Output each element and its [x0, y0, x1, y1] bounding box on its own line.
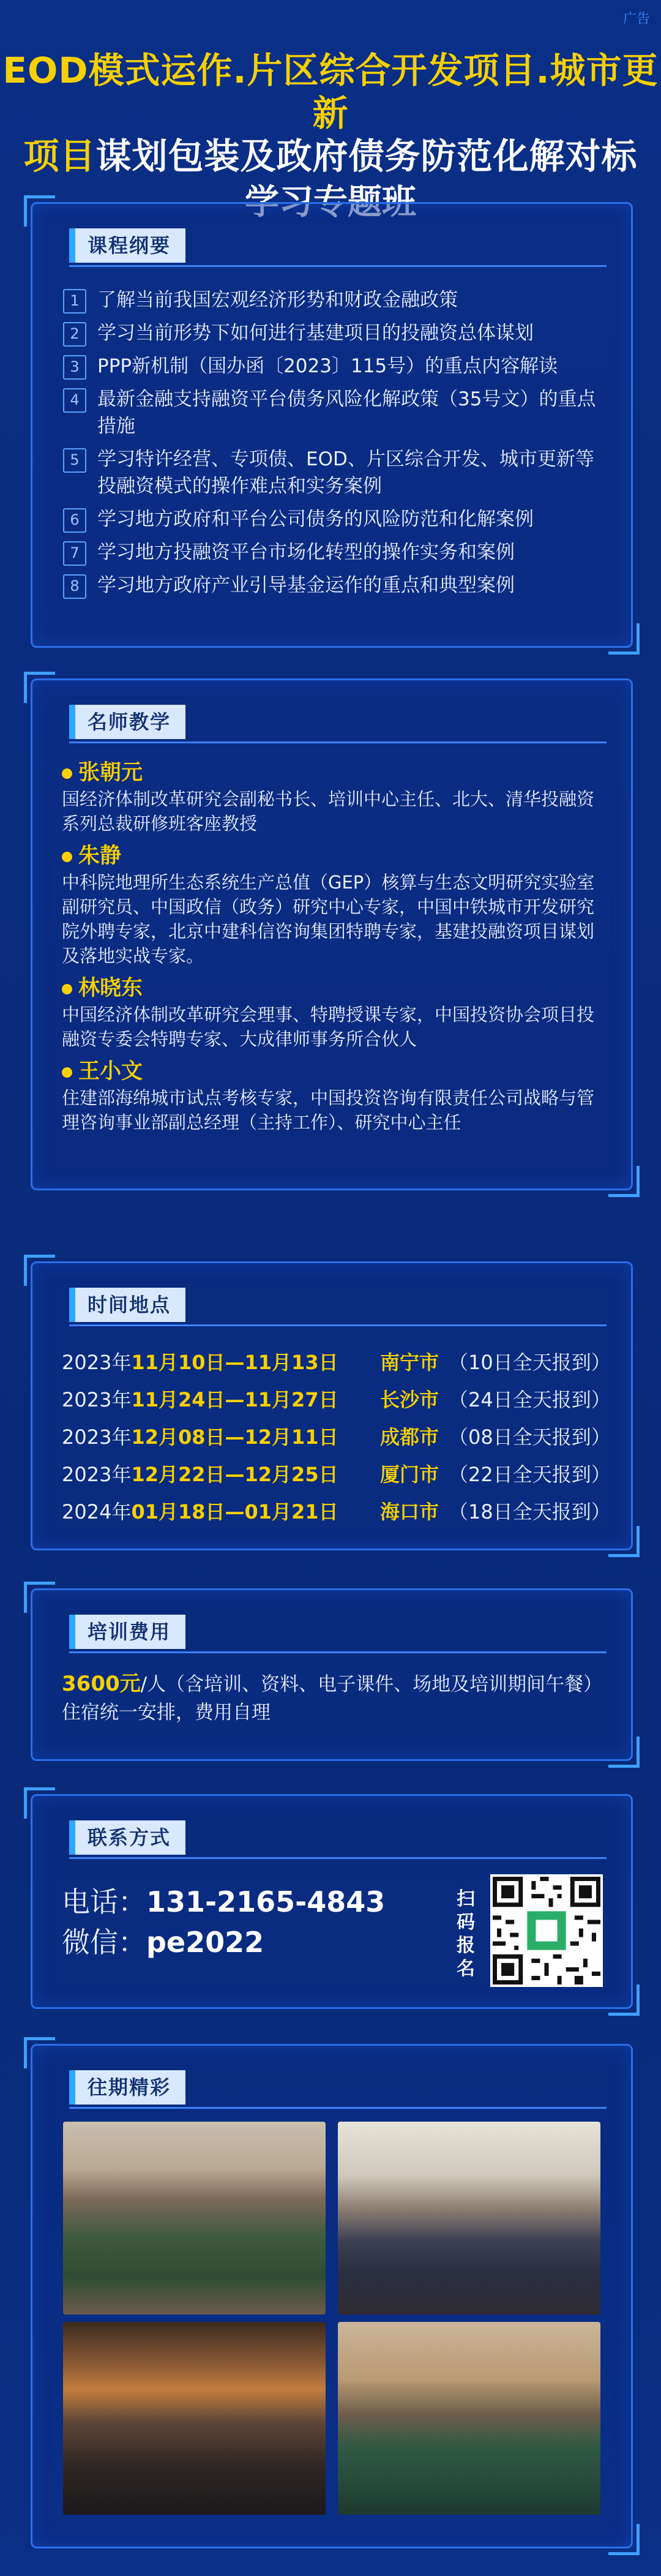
schedule-row	[62, 1381, 611, 1419]
item-number-badge: 6	[63, 508, 86, 533]
title-rest: 谋划包装及政府债务防范化解对标	[95, 135, 638, 177]
syllabus-item	[63, 506, 607, 533]
schedule-note: （24日全天报到）	[449, 1388, 611, 1411]
divider	[69, 1857, 607, 1859]
item-number-badge: 2	[63, 322, 86, 347]
teacher-description: 住建部海绵城市试点考核专家，中国投资咨询有限责任公司战略与管理咨询事业部副总经理（主持工作）、研究中心主任	[62, 1087, 595, 1133]
fee-description: /人（含培训、资料、电子课件、场地及培训期间午餐）住宿统一安排，费用自理	[62, 1673, 603, 1724]
teachers-list	[62, 753, 607, 1135]
schedule-year: 2023年	[62, 1463, 132, 1486]
schedule-note: （22日全天报到）	[449, 1463, 611, 1486]
gallery-card	[31, 2044, 633, 2548]
fee-amount: 3600元	[62, 1672, 141, 1696]
teacher-description: 中国经济体制改革研究会理事、特聘授课专家，中国投资协会项目投融资专委会特聘专家、大成律师事务所合伙人	[62, 1004, 595, 1050]
divider	[69, 742, 607, 743]
syllabus-item-text: PPP新机制（国办函〔2023〕115号）的重点内容解读	[97, 355, 558, 377]
schedule-city: 成都市	[380, 1425, 439, 1449]
teacher-name-text: 张朝元	[78, 760, 143, 785]
bullet-dot-icon	[62, 768, 72, 779]
schedule-date	[62, 1381, 380, 1419]
schedule-range: 11月10日—11月13日	[131, 1351, 338, 1374]
title-line-3: 学习专题班	[245, 182, 416, 222]
teacher-name-text: 王小文	[78, 1059, 143, 1084]
syllabus-item-text: 最新金融支持融资平台债务风险化解政策（35号文）的重点措施	[97, 388, 596, 437]
item-number-badge: 4	[63, 388, 86, 413]
teacher-description: 中科院地理所生态系统生产总值（GEP）核算与生态文明研究实验室副研究员、中国政信（政务）研究中心专家，中国中铁城市开发研究院外聘专家，北京中建科信咨询集团特聘专家，基建投融资项目谋划及落地实战专家。	[62, 872, 595, 966]
qr-code-graphic	[493, 1877, 600, 1985]
schedule-range: 01月18日—01月21日	[131, 1500, 338, 1523]
syllabus-item	[63, 353, 607, 380]
item-number-badge: 3	[63, 355, 86, 380]
teacher-name-text: 朱静	[78, 844, 122, 868]
schedule-year: 2023年	[62, 1425, 132, 1449]
schedule-city: 厦门市	[380, 1463, 439, 1486]
wechat-id[interactable]: pe2022	[146, 1926, 264, 1959]
photo-grid	[63, 2122, 600, 2515]
teacher-description: 国经济体制改革研究会副秘书长、培训中心主任、北大、清华投融资系列总裁研修班客座教授	[62, 789, 595, 834]
syllabus-item	[63, 446, 607, 500]
teachers-card	[31, 678, 633, 1190]
teacher-name	[62, 974, 607, 1002]
teacher-name	[62, 1057, 607, 1086]
schedule-row	[62, 1344, 611, 1381]
contact-title: 联系方式	[69, 1820, 185, 1855]
wechat-label: 微信：	[62, 1926, 146, 1959]
gallery-title: 往期精彩	[69, 2070, 185, 2105]
fee-card	[31, 1588, 633, 1761]
item-number-badge: 1	[63, 289, 86, 314]
title-line-1: EOD模式运作.片区综合开发项目.城市更新	[2, 50, 659, 134]
item-number-badge: 7	[63, 541, 86, 566]
syllabus-item-text: 学习地方政府产业引导基金运作的重点和典型案例	[97, 574, 515, 596]
wechat-row	[62, 1922, 385, 1962]
schedule-date	[62, 1419, 380, 1456]
schedule-year: 2023年	[62, 1351, 132, 1374]
bullet-dot-icon	[62, 852, 72, 862]
schedule-year: 2023年	[62, 1388, 132, 1411]
contact-info	[62, 1882, 385, 1962]
fee-title: 培训费用	[69, 1615, 185, 1649]
schedule-title: 时间地点	[69, 1288, 185, 1322]
syllabus-item-text: 学习地方投融资平台市场化转型的操作实务和案例	[97, 541, 515, 563]
syllabus-item	[63, 539, 607, 566]
schedule-range: 12月22日—12月25日	[131, 1463, 338, 1486]
qr-code-icon[interactable]	[490, 1874, 603, 1987]
teacher-name-text: 林晓东	[78, 976, 143, 1001]
schedule-date	[62, 1493, 380, 1531]
syllabus-list	[63, 287, 607, 605]
schedule-range: 11月24日—11月27日	[131, 1388, 338, 1411]
phone-row	[62, 1882, 385, 1922]
schedule-note: （10日全天报到）	[449, 1351, 611, 1374]
teacher-name	[62, 759, 607, 787]
bullet-dot-icon	[62, 984, 72, 994]
syllabus-title: 课程纲要	[69, 228, 185, 263]
divider	[69, 1651, 607, 1653]
syllabus-card	[31, 202, 633, 648]
phone-label: 电话：	[62, 1885, 146, 1918]
schedule-row	[62, 1493, 611, 1531]
schedule-range: 12月08日—12月11日	[131, 1425, 338, 1449]
contact-card	[31, 1794, 633, 2009]
schedule-year: 2024年	[62, 1500, 132, 1523]
conference-photo-2	[338, 2122, 600, 2315]
fee-text-block	[62, 1670, 607, 1727]
syllabus-item	[63, 386, 607, 440]
title-highlight: 项目	[23, 135, 96, 177]
schedule-row	[62, 1456, 611, 1493]
divider	[69, 2107, 607, 2109]
syllabus-item-text: 学习地方政府和平台公司债务的风险防范和化解案例	[97, 508, 534, 530]
syllabus-item	[63, 572, 607, 599]
schedule-note: （08日全天报到）	[449, 1425, 611, 1449]
syllabus-item	[63, 287, 607, 314]
divider	[69, 1324, 607, 1326]
teachers-title: 名师教学	[69, 705, 185, 739]
schedule-date	[62, 1344, 380, 1381]
schedule-city: 长沙市	[380, 1388, 439, 1411]
syllabus-item	[63, 320, 607, 347]
conference-photo-1	[63, 2122, 326, 2315]
title-line-2	[0, 135, 661, 178]
schedule-date	[62, 1456, 380, 1493]
poster-header	[0, 49, 661, 227]
teacher-name	[62, 842, 607, 870]
syllabus-item-text: 了解当前我国宏观经济形势和财政金融政策	[97, 289, 458, 311]
item-number-badge: 5	[63, 448, 86, 473]
schedule-note: （18日全天报到）	[449, 1500, 611, 1523]
syllabus-item-text: 学习特许经营、专项债、EOD、片区综合开发、城市更新等投融资模式的操作难点和实务案例	[97, 448, 594, 497]
item-number-badge: 8	[63, 574, 86, 599]
schedule-city: 海口市	[380, 1500, 439, 1523]
scan-to-register: 扫码报名	[457, 1888, 475, 1980]
bullet-dot-icon	[62, 1067, 72, 1078]
syllabus-item-text: 学习当前形势下如何进行基建项目的投融资总体谋划	[97, 322, 534, 344]
schedule-city: 南宁市	[380, 1351, 439, 1374]
schedule-list	[62, 1344, 611, 1531]
conference-photo-4	[338, 2322, 600, 2515]
ad-label[interactable]: 广告	[622, 12, 650, 27]
conference-photo-3	[63, 2322, 326, 2515]
schedule-row	[62, 1419, 611, 1456]
schedule-card	[31, 1261, 633, 1550]
phone-number[interactable]: 131-2165-4843	[146, 1885, 386, 1918]
divider	[69, 265, 607, 267]
